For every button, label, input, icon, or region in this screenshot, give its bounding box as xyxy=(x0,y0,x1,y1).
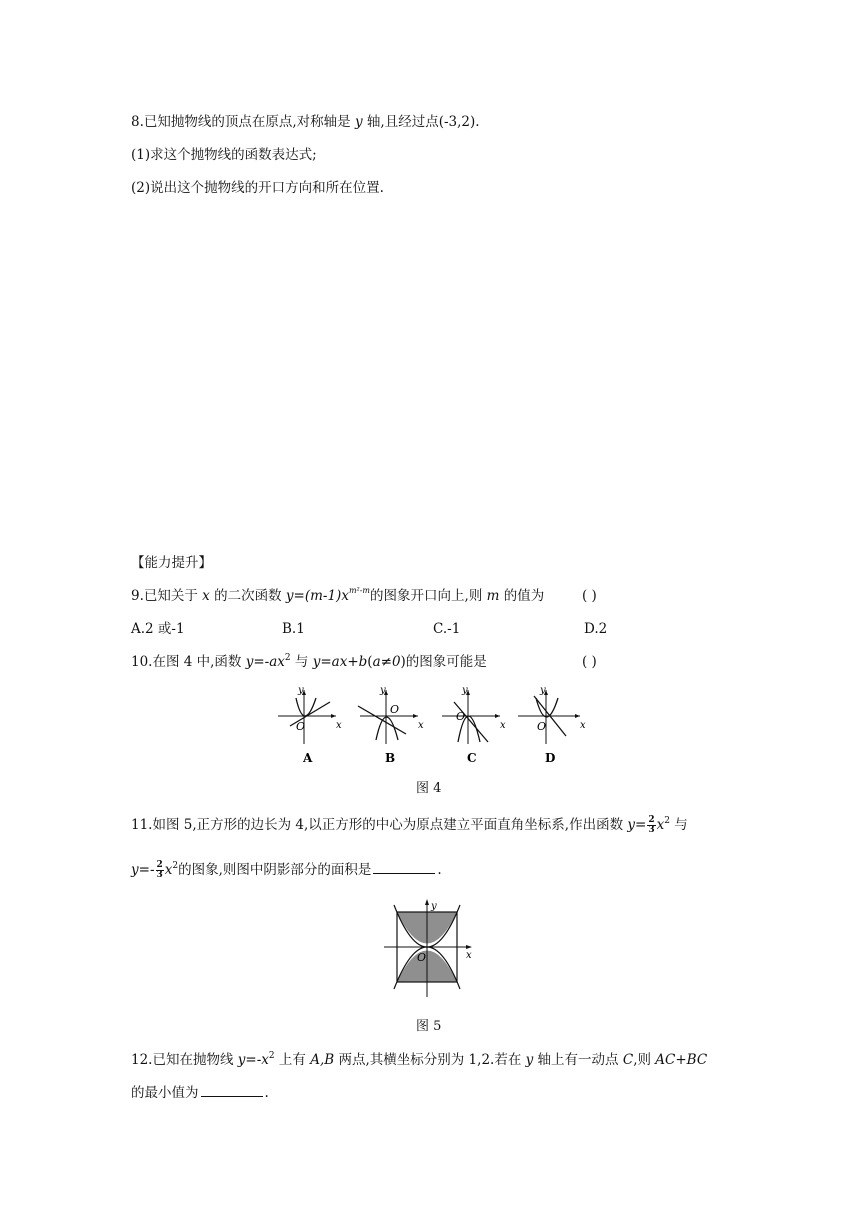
q9-option-b[interactable]: B.1 xyxy=(282,621,305,637)
q12-sum: AC+BC xyxy=(655,1052,708,1068)
graph-c-y-label: y xyxy=(462,685,468,696)
graph-d-label: D xyxy=(545,751,556,765)
q11-square-2: 2 xyxy=(172,861,179,871)
graph-a-parabola xyxy=(296,698,316,716)
figure-5-y-label: y xyxy=(431,901,437,912)
q11-answer-blank[interactable] xyxy=(373,861,435,874)
q12-answer-blank[interactable] xyxy=(201,1084,263,1097)
q11-function-1: y= xyxy=(627,817,647,833)
graph-c-x-label: x xyxy=(500,720,506,731)
graph-a-x-arrow xyxy=(331,714,336,718)
q10-text-d: )的图象可能是 xyxy=(400,654,487,670)
q9-option-d[interactable]: D.2 xyxy=(584,621,608,637)
figure-5 xyxy=(382,895,482,999)
q11-fraction-2-num: 2 xyxy=(156,860,163,870)
q11-text-c: 的图象,则图中阴影部分的面积是 xyxy=(178,862,372,878)
q11-end: . xyxy=(437,862,442,878)
q11-fraction-2-den: 3 xyxy=(156,870,163,880)
figure-5-x-label: x xyxy=(466,950,472,961)
q9-text-c: 的图象开口向上,则 xyxy=(370,588,487,604)
q12-text-c: 两点,其横坐标分别为 1,2.若在 xyxy=(334,1052,526,1068)
q10-square-1: 2 xyxy=(284,653,291,663)
graph-d-origin: O xyxy=(537,720,547,733)
q10-text-a: 10.在图 4 中,函数 xyxy=(131,654,246,670)
q11-stem-line1 xyxy=(131,815,688,837)
q8-text-b: 轴,且经过点(-3,2). xyxy=(362,114,480,130)
q8-var-y: y xyxy=(354,114,363,130)
graph-b-x-label: x xyxy=(418,720,424,731)
q12-text-line2: 的最小值为 xyxy=(131,1085,199,1101)
q10-function-1: y=-ax xyxy=(245,654,285,670)
q12-var-y: y xyxy=(525,1052,534,1068)
q9-text-d: 的值为 xyxy=(499,588,545,604)
q11-text-a: 11.如图 5,正方形的边长为 4,以正方形的中心为原点建立平面直角坐标系,作出函数 xyxy=(131,817,628,833)
q10-stem xyxy=(131,652,487,674)
graph-c xyxy=(442,685,506,765)
graph-c-x-arrow xyxy=(495,714,500,718)
q8-part2: (2)说出这个抛物线的开口方向和所在位置. xyxy=(131,180,384,196)
q10-function-2: y=ax+b xyxy=(312,654,368,670)
q11-function-2: y=- xyxy=(131,862,155,878)
q10-condition: a≠0 xyxy=(372,654,401,670)
q12-point-c: C xyxy=(622,1052,634,1068)
q9-text-b: 的二次函数 xyxy=(209,588,286,604)
q11-stem-line2 xyxy=(131,860,442,882)
graph-a-x-label: x xyxy=(336,720,342,731)
graph-a-origin: O xyxy=(296,720,306,733)
graph-d-parabola xyxy=(536,698,558,717)
q12-square: 2 xyxy=(268,1051,275,1061)
q11-fraction-1-num: 2 xyxy=(648,815,655,825)
q12-stem-line1 xyxy=(131,1050,707,1072)
graph-d-y-label: y xyxy=(540,685,546,696)
graph-b xyxy=(358,685,424,765)
q8-part1: (1)求这个抛物线的函数表达式; xyxy=(131,147,317,163)
figure-5-caption: 图 5 xyxy=(416,1019,442,1034)
graph-b-parabola xyxy=(376,717,398,740)
q12-text-b: 上有 xyxy=(274,1052,311,1068)
q11-var-x-2: x xyxy=(164,862,173,878)
q11-fraction-1 xyxy=(647,816,655,835)
q8-text-a: 8.已知抛物线的顶点在原点,对称轴是 xyxy=(131,114,355,130)
graph-d-x-arrow xyxy=(575,714,580,718)
q11-fraction-2 xyxy=(156,861,164,880)
graph-b-x-arrow xyxy=(413,714,418,718)
graph-b-y-label: y xyxy=(380,685,386,696)
graph-d-x-label: x xyxy=(580,720,586,731)
q9-option-a[interactable]: A.2 或-1 xyxy=(131,621,185,637)
graph-c-origin: O xyxy=(456,710,466,723)
graph-a-y-label: y xyxy=(298,685,304,696)
q10-text-b: 与 xyxy=(290,654,313,670)
figure-4-caption: 图 4 xyxy=(416,781,442,796)
q12-function: y=-x xyxy=(237,1052,269,1068)
graph-d xyxy=(518,685,586,765)
q9-var-m: m xyxy=(486,588,500,604)
graph-a-label: A xyxy=(303,751,313,765)
section-title: 【能力提升】 xyxy=(131,555,212,571)
graph-c-label: C xyxy=(467,751,477,765)
q8-stem xyxy=(131,112,480,132)
figure-5-y-arrow xyxy=(425,899,429,905)
q10-text-c: ( xyxy=(367,654,373,670)
q9-text-a: 9.已知关于 xyxy=(131,588,203,604)
q9-exponent: m²-m xyxy=(348,586,371,595)
q12-points-ab: A,B xyxy=(310,1052,335,1068)
figure-5-x-arrow xyxy=(466,945,472,949)
graph-b-origin: O xyxy=(390,703,400,716)
figure-5-origin: O xyxy=(417,951,427,964)
q11-text-b: 与 xyxy=(669,817,688,833)
q9-var-x: x xyxy=(202,588,210,604)
q12-text-e: ,则 xyxy=(633,1052,656,1068)
q9-option-c[interactable]: C.-1 xyxy=(433,621,461,637)
q11-var-x-1: x xyxy=(656,817,665,833)
q9-function: y=(m-1)x xyxy=(285,588,349,604)
q9-answer-paren: ( ) xyxy=(582,588,597,604)
q12-stem-line2 xyxy=(131,1083,269,1103)
q11-fraction-1-den: 3 xyxy=(648,825,655,835)
q12-text-a: 12.已知在抛物线 xyxy=(131,1052,238,1068)
q9-stem xyxy=(131,586,544,608)
figure-4 xyxy=(272,684,602,768)
graph-b-label: B xyxy=(385,751,396,765)
q12-end: . xyxy=(264,1085,269,1101)
q11-square-1: 2 xyxy=(664,816,670,826)
graph-a xyxy=(278,685,342,765)
q12-text-d: 轴上有一动点 xyxy=(533,1052,623,1068)
q10-answer-paren: ( ) xyxy=(582,654,597,670)
